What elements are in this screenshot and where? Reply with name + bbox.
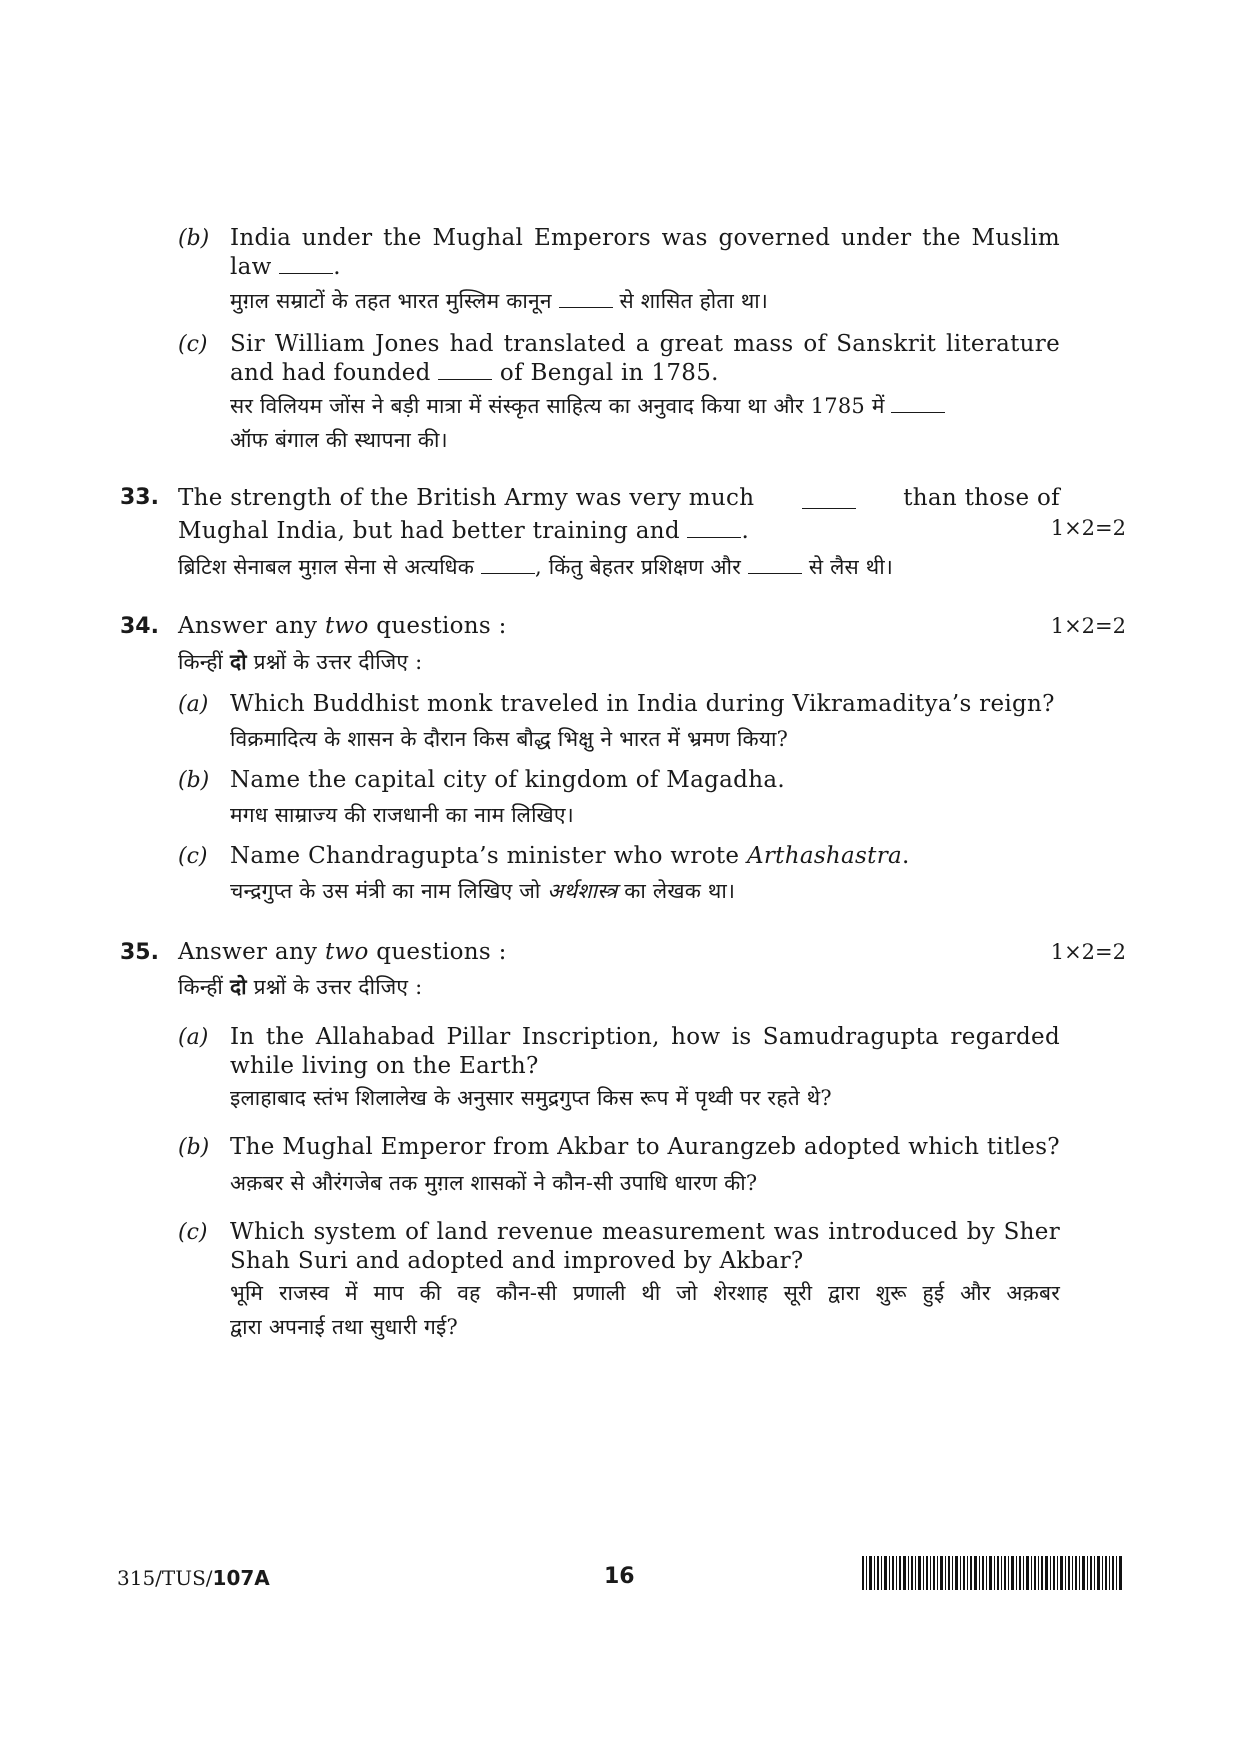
- q32-b-en-2b: .: [333, 254, 341, 280]
- q34-intro-b: questions :: [376, 613, 507, 639]
- q33-english: [178, 484, 1060, 546]
- q35-c-hi-line2: द्वारा अपनाई तथा सुधारी गई?: [230, 1315, 459, 1339]
- q34-marks: 1×2=2: [1050, 614, 1126, 638]
- q35-c-hindi: [230, 1278, 1060, 1342]
- q34-c-english: [230, 842, 1060, 871]
- q35-intro-em: two: [324, 939, 369, 965]
- q34-c-en-em: Arthashastra: [746, 843, 903, 869]
- q33-en-line2: [178, 517, 1060, 546]
- q34-intro-a: Answer any: [178, 613, 318, 639]
- answer-blank: [481, 555, 535, 574]
- q35-intro-a: Answer any: [178, 939, 318, 965]
- q34-b-english: Name the capital city of kingdom of Magadha.: [230, 767, 785, 793]
- q35-b-hindi: अक़बर से औरंगजेब तक मुग़ल शासकों ने कौन-सी उपाधि धारण की?: [230, 1171, 758, 1195]
- answer-blank: [748, 555, 802, 574]
- answer-blank: [438, 361, 492, 380]
- answer-blank: [687, 519, 741, 538]
- q34-c-hindi: [230, 876, 1060, 906]
- q34-intro: [178, 612, 1060, 641]
- q35-c-english: [230, 1218, 1060, 1276]
- answer-blank: [802, 490, 856, 509]
- q32-b-en-line1: India under the Mughal Emperors was governed under the Muslim: [230, 225, 1060, 251]
- q32-c-english: [230, 330, 1060, 388]
- q34-c-hi-a: चन्द्रगुप्त के उस मंत्री का नाम लिखिए जो: [230, 879, 541, 903]
- q35-a-english: [230, 1023, 1060, 1081]
- q35-a-hindi: इलाहाबाद स्तंभ शिलालेख के अनुसार समुद्रगुप्त किस रूप में पृथ्वी पर रहते थे?: [230, 1086, 832, 1110]
- q32-c-hi-line1: [230, 391, 1060, 421]
- q33-marks: 1×2=2: [1050, 516, 1126, 540]
- q33-number: 33.: [120, 485, 159, 510]
- q35-a-en-line2: while living on the Earth?: [230, 1053, 539, 1079]
- answer-blank: [279, 255, 333, 274]
- q33-hi-a: ब्रिटिश सेनाबल मुग़ल सेना से अत्यधिक: [178, 555, 475, 579]
- q32-c-en-line1: Sir William Jones had translated a great mass of Sanskrit literature: [230, 331, 1060, 357]
- answer-blank: [559, 289, 613, 308]
- page-number: 16: [604, 1564, 635, 1589]
- q32-b-label: (b): [178, 226, 210, 251]
- q34-c-en-b: .: [902, 843, 910, 869]
- q35-b-label: (b): [178, 1135, 210, 1160]
- q33-hi-b: , किंतु बेहतर प्रशिक्षण और: [535, 555, 742, 579]
- q35-intro: [178, 938, 1060, 967]
- q34-a-hindi: विक्रमादित्य के शासन के दौरान किस बौद्ध भिक्षु ने भारत में भ्रमण किया?: [230, 727, 789, 751]
- q35-c-en-line2: Shah Suri and adopted and improved by Akbar?: [230, 1248, 804, 1274]
- q32-c-en-2b: of Bengal in 1785.: [499, 360, 719, 386]
- q34-c-label: (c): [178, 844, 208, 869]
- q32-b-hindi: [230, 286, 1060, 316]
- q34-a-english: Which Buddhist monk traveled in India during Vikramaditya’s reign?: [230, 691, 1055, 717]
- q35-intro-hi-c: प्रश्नों के उत्तर दीजिए :: [253, 975, 423, 999]
- q35-intro-hindi: [178, 972, 1060, 1002]
- q34-a-label: (a): [178, 692, 209, 717]
- q34-intro-hindi: [178, 647, 1060, 677]
- q32-b-hi-b: से शासित होता था।: [619, 289, 769, 313]
- q32-c-en-line2: [230, 359, 1060, 388]
- q32-c-label: (c): [178, 332, 208, 357]
- q34-c-hi-em: अर्थशास्त्र: [547, 879, 618, 903]
- q35-c-hi-line1: भूमि राजस्व में माप की वह कौन-सी प्रणाली थी जो शेरशाह सूरी द्वारा शुरू हुई और अक़बर: [230, 1281, 1060, 1305]
- q32-b-english: [230, 224, 1060, 282]
- q32-b-en-line2: [230, 253, 1060, 282]
- q34-number: 34.: [120, 614, 159, 639]
- q35-number: 35.: [120, 940, 159, 965]
- q35-intro-hi-b: दो: [229, 974, 247, 999]
- q33-en-2b: .: [741, 518, 750, 544]
- q33-hindi: [178, 552, 1060, 582]
- answer-blank: [891, 394, 945, 413]
- q32-c-en-2a: and had founded: [230, 360, 431, 386]
- q32-c-hi-line2: ऑफ बंगाल की स्थापना की।: [230, 428, 448, 452]
- q34-intro-hi-a: किन्हीं: [178, 650, 224, 674]
- q34-b-label: (b): [178, 768, 210, 793]
- q33-en-1b: than those of: [903, 485, 1060, 511]
- q34-c-hi-b: का लेखक था।: [624, 879, 736, 903]
- q33-en-line1: [178, 484, 1060, 513]
- q35-a-en-line1: In the Allahabad Pillar Inscription, how is Samudragupta regarded: [230, 1024, 1060, 1050]
- paper-code-b: 107A: [212, 1566, 270, 1590]
- q35-b-english: The Mughal Emperor from Akbar to Aurangzeb adopted which titles?: [230, 1134, 1060, 1160]
- q35-a-label: (a): [178, 1025, 209, 1050]
- q34-c-en-a: Name Chandragupta’s minister who wrote: [230, 843, 740, 869]
- q32-c-hi-1: सर विलियम जोंस ने बड़ी मात्रा में संस्कृत साहित्य का अनुवाद किया था और 1785 में: [230, 394, 885, 418]
- barcode-icon: [862, 1556, 1124, 1590]
- q34-intro-em: two: [324, 613, 369, 639]
- q35-intro-b: questions :: [376, 939, 507, 965]
- paper-code: [117, 1566, 270, 1590]
- q35-c-label: (c): [178, 1220, 208, 1245]
- q35-marks: 1×2=2: [1050, 940, 1126, 964]
- q35-c-en-line1: Which system of land revenue measurement was introduced by Sher: [230, 1219, 1060, 1245]
- q34-intro-hi-c: प्रश्नों के उत्तर दीजिए :: [253, 650, 423, 674]
- q32-c-hindi: [230, 391, 1060, 455]
- q34-intro-hi-b: दो: [229, 649, 247, 674]
- q33-en-1a: The strength of the British Army was very much: [178, 485, 755, 511]
- q32-b-hi-a: मुग़ल सम्राटों के तहत भारत मुस्लिम कानून: [230, 289, 552, 313]
- paper-code-a: 315/TUS/: [117, 1566, 213, 1590]
- q35-intro-hi-a: किन्हीं: [178, 975, 224, 999]
- q33-hi-c: से लैस थी।: [808, 555, 894, 579]
- q34-b-hindi: मगध साम्राज्य की राजधानी का नाम लिखिए।: [230, 803, 574, 827]
- q32-b-en-2a: law: [230, 254, 272, 280]
- q33-en-2a: Mughal India, but had better training and: [178, 518, 680, 544]
